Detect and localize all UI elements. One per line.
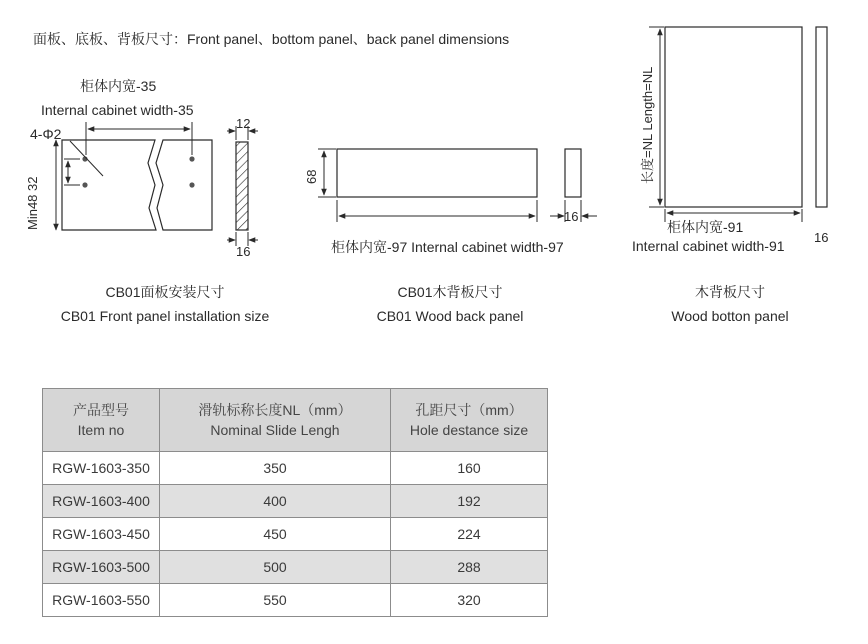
front-panel-section: [236, 142, 248, 230]
cell-hole-distance: 160: [391, 452, 548, 485]
cell-slide-length: 500: [160, 551, 391, 584]
table-header-row: [43, 389, 548, 452]
bottom-panel-drawing: [640, 27, 827, 222]
header-hole-distance-en: Hole destance size: [409, 422, 529, 438]
front-panel-right-part: [156, 140, 212, 230]
cell-slide-length: 400: [160, 485, 391, 518]
back-panel-drawing: [304, 149, 597, 222]
cell-item-no: RGW-1603-350: [43, 452, 160, 485]
header-item-no-en: Item no: [77, 422, 125, 438]
mount-hole: [189, 182, 194, 187]
cell-item-no: RGW-1603-550: [43, 584, 160, 617]
cell-slide-length: 550: [160, 584, 391, 617]
front-panel-caption-en: CB01 Front panel installation size: [60, 308, 270, 324]
table-row: [43, 518, 548, 551]
mount-hole: [82, 182, 87, 187]
cell-slide-length: 450: [160, 518, 391, 551]
cell-slide-length: 350: [160, 452, 391, 485]
back-panel-caption-en: CB01 Wood back panel: [376, 308, 524, 324]
front-panel-height-label: Min48 32: [25, 176, 40, 230]
table-row: [43, 584, 548, 617]
front-panel-width-label-cn: 柜体内宽-35: [80, 78, 157, 94]
hole-spec-label: 4-Φ2: [30, 126, 62, 142]
header-item-no-cn: 产品型号: [73, 402, 129, 418]
header-slide-length-en: Nominal Slide Lengh: [210, 422, 340, 438]
cell-item-no: RGW-1603-400: [43, 485, 160, 518]
table-row: [43, 551, 548, 584]
bottom-panel-length-label: 长度=NL Length=NL: [640, 66, 655, 184]
front-panel-thickness-top: 12: [236, 116, 251, 131]
mount-hole: [189, 156, 194, 161]
bottom-panel-section: [816, 27, 827, 207]
bottom-panel-width-label-cn: 柜体内宽-91: [667, 219, 744, 235]
front-panel-caption-cn: CB01面板安装尺寸: [105, 284, 225, 300]
bottom-panel-width-label-en: Internal cabinet width-91: [632, 238, 785, 254]
cell-item-no: RGW-1603-450: [43, 518, 160, 551]
header-hole-distance: [391, 389, 548, 452]
header-slide-length: [160, 389, 391, 452]
table-row: [43, 485, 548, 518]
back-panel-section: [565, 149, 581, 197]
cell-hole-distance: 192: [391, 485, 548, 518]
front-panel-width-label-en: Internal cabinet width-35: [41, 102, 194, 118]
header-hole-distance-cn: 孔距尺寸（mm）: [415, 402, 523, 418]
bottom-panel-caption-cn: 木背板尺寸: [695, 284, 765, 300]
header-slide-length-cn: 滑轨标称长度NL（mm）: [198, 402, 352, 418]
cell-hole-distance: 288: [391, 551, 548, 584]
back-panel-height-label: 68: [304, 169, 319, 184]
front-panel-thickness-bottom: 16: [236, 244, 251, 259]
page-heading: 面板、底板、背板尺寸：Front panel、bottom panel、back panel dimensions: [33, 31, 510, 47]
bottom-panel-thickness-label: 16: [814, 230, 829, 245]
cell-hole-distance: 320: [391, 584, 548, 617]
bottom-panel-face: [665, 27, 802, 207]
bottom-panel-caption-en: Wood botton panel: [671, 308, 789, 324]
back-panel-width-label: 柜体内宽-97 Internal cabinet width-97: [331, 239, 564, 255]
cell-item-no: RGW-1603-500: [43, 551, 160, 584]
table-row: [43, 452, 548, 485]
header-item-no: [43, 389, 160, 452]
back-panel-thickness-label: 16: [564, 209, 579, 224]
back-panel-caption-cn: CB01木背板尺寸: [397, 284, 503, 300]
cell-hole-distance: 224: [391, 518, 548, 551]
back-panel-face: [337, 149, 537, 197]
spec-table: [42, 388, 548, 617]
